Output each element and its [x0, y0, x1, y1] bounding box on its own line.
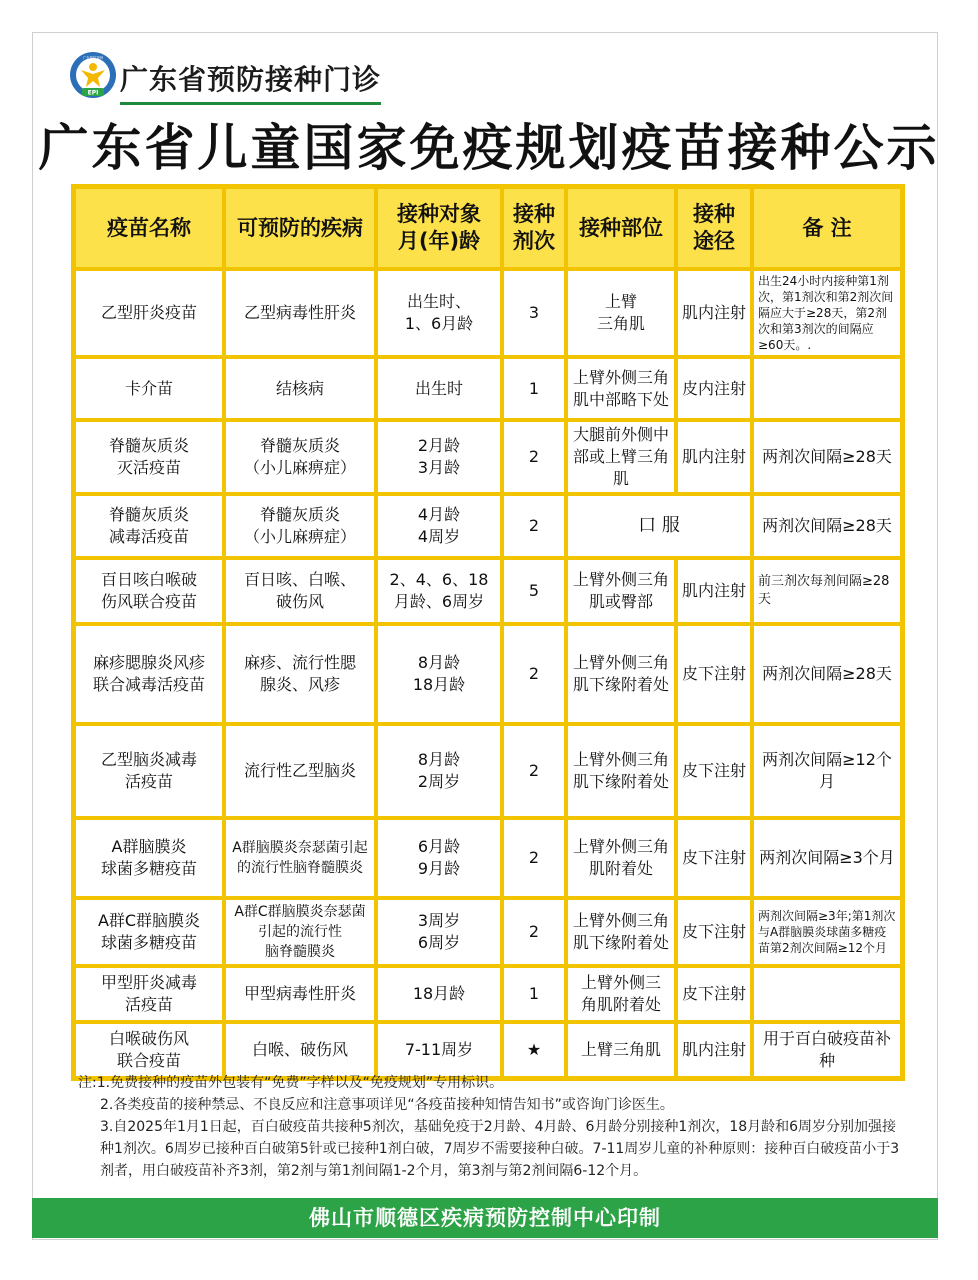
header-target-age: 接种对象 月(年)龄	[376, 187, 502, 269]
cell-disease: 白喉、破伤风	[224, 1022, 376, 1078]
logo-abbr: EPI	[87, 89, 99, 97]
cell-vaccine-name: 乙型肝炎疫苗	[74, 269, 224, 357]
cell-doses: 3	[502, 269, 566, 357]
header-doses: 接种 剂次	[502, 187, 566, 269]
cell-doses: 1	[502, 966, 566, 1022]
cell-remarks: 两剂次间隔≥3个月	[752, 818, 902, 898]
cell-doses: 2	[502, 898, 566, 966]
cell-vaccine-name: 甲型肝炎减毒 活疫苗	[74, 966, 224, 1022]
cell-vaccine-name: 脊髓灰质炎 减毒活疫苗	[74, 494, 224, 558]
table-row	[74, 818, 902, 898]
header-site: 接种部位	[566, 187, 676, 269]
cell-site: 上臂外侧三 角肌附着处	[566, 966, 676, 1022]
cell-disease: 脊髓灰质炎 （小儿麻痹症）	[224, 420, 376, 494]
cell-disease: 甲型病毒性肝炎	[224, 966, 376, 1022]
cell-disease: A群C群脑膜炎奈瑟菌 引起的流行性 脑脊髓膜炎	[224, 898, 376, 966]
cell-target-age: 出生时	[376, 357, 502, 420]
cell-doses: 2	[502, 494, 566, 558]
cell-target-age: 4月龄 4周岁	[376, 494, 502, 558]
cell-doses: 2	[502, 624, 566, 724]
table-row	[74, 558, 902, 624]
cell-target-age: 8月龄 18月龄	[376, 624, 502, 724]
table-row	[74, 724, 902, 818]
cell-target-age: 3周岁 6周岁	[376, 898, 502, 966]
cell-remarks: 前三剂次每剂间隔≥28天	[752, 558, 902, 624]
cell-remarks: 两剂次间隔≥28天	[752, 624, 902, 724]
cell-site-route-oral: 口 服	[566, 494, 752, 558]
cell-vaccine-name: A群脑膜炎 球菌多糖疫苗	[74, 818, 224, 898]
cell-target-age: 6月龄 9月龄	[376, 818, 502, 898]
cell-remarks	[752, 357, 902, 420]
note-1: 注:1.免费接种的疫苗外包装有“免费”字样以及“免疫规划”专用标识。	[78, 1075, 504, 1091]
table-row	[74, 898, 902, 966]
cell-vaccine-name: 麻疹腮腺炎风疹 联合减毒活疫苗	[74, 624, 224, 724]
cell-target-age: 18月龄	[376, 966, 502, 1022]
cell-site: 上臂外侧三角 肌下缘附着处	[566, 898, 676, 966]
table-row	[74, 966, 902, 1022]
page-title: 广东省儿童国家免疫规划疫苗接种公示	[38, 118, 940, 177]
cell-route: 皮下注射	[676, 724, 752, 818]
cell-target-age: 8月龄 2周岁	[376, 724, 502, 818]
note-3: 3.自2025年1月1日起，百白破疫苗共接种5剂次，基础免疫于2月龄、4月龄、6月龄分别接种1剂次，18月龄和6周岁分别加强接种1剂次。6周岁已接种百白破第5针或已接种1剂白破，7周岁不需要接种白破。7-11周岁儿童的补种原则：接种百白破疫苗小于3剂者，用白破疫苗补齐3剂，第2剂与第1剂间隔1-2个月，第3剂与第2剂间隔6-12个月。	[100, 1119, 900, 1179]
header-remarks: 备 注	[752, 187, 902, 269]
cell-remarks: 两剂次间隔≥28天	[752, 494, 902, 558]
cell-doses: 2	[502, 818, 566, 898]
clinic-name: 广东省预防接种门诊	[120, 58, 381, 105]
cell-site: 上臂外侧三角 肌中部略下处	[566, 357, 676, 420]
cell-vaccine-name: 白喉破伤风 联合疫苗	[74, 1022, 224, 1078]
cell-site: 上臂三角肌	[566, 1022, 676, 1078]
cell-target-age: 出生时、 1、6月龄	[376, 269, 502, 357]
cell-route: 皮下注射	[676, 624, 752, 724]
cell-disease: 麻疹、流行性腮 腺炎、风疹	[224, 624, 376, 724]
cell-remarks	[752, 966, 902, 1022]
note-2: 2.各类疫苗的接种禁忌、不良反应和注意事项详见“各疫苗接种知情告知书”或咨询门诊医生。	[100, 1097, 674, 1113]
table-row	[74, 1022, 902, 1078]
cell-vaccine-name: 脊髓灰质炎 灭活疫苗	[74, 420, 224, 494]
cell-route: 肌内注射	[676, 269, 752, 357]
vaccine-table	[71, 184, 905, 1081]
cell-vaccine-name: A群C群脑膜炎 球菌多糖疫苗	[74, 898, 224, 966]
cell-doses: 5	[502, 558, 566, 624]
cell-target-age: 2、4、6、18 月龄、6周岁	[376, 558, 502, 624]
table-row	[74, 420, 902, 494]
cell-route: 肌内注射	[676, 1022, 752, 1078]
cell-vaccine-name: 乙型脑炎减毒 活疫苗	[74, 724, 224, 818]
cell-route: 皮下注射	[676, 818, 752, 898]
table-row	[74, 624, 902, 724]
cell-site: 上臂外侧三角 肌下缘附着处	[566, 624, 676, 724]
cell-route: 皮下注射	[676, 898, 752, 966]
cell-remarks: 两剂次间隔≥3年;第1剂次与A群脑膜炎球菌多糖疫苗第2剂次间隔≥12个月	[752, 898, 902, 966]
cell-site: 大腿前外侧中 部或上臂三角肌	[566, 420, 676, 494]
header-vaccine-name: 疫苗名称	[74, 187, 224, 269]
cell-doses: 2	[502, 724, 566, 818]
cell-remarks: 出生24小时内接种第1剂次，第1剂次和第2剂次间隔应大于≥28天，第2剂次和第3剂次的间隔应≥60天。.	[752, 269, 902, 357]
cell-site: 上臂 三角肌	[566, 269, 676, 357]
cell-route: 皮内注射	[676, 357, 752, 420]
footer-banner: 佛山市顺德区疾病预防控制中心印制	[32, 1198, 938, 1238]
cell-site: 上臂外侧三角 肌或臀部	[566, 558, 676, 624]
cell-target-age: 2月龄 3月龄	[376, 420, 502, 494]
table-row	[74, 357, 902, 420]
cell-target-age: 7-11周岁	[376, 1022, 502, 1078]
cell-doses: 1	[502, 357, 566, 420]
cell-doses: ★	[502, 1022, 566, 1078]
table-row	[74, 494, 902, 558]
cell-vaccine-name: 百日咳白喉破 伤风联合疫苗	[74, 558, 224, 624]
cell-route: 肌内注射	[676, 420, 752, 494]
table-header-row	[74, 187, 902, 269]
cell-disease: 乙型病毒性肝炎	[224, 269, 376, 357]
cell-remarks: 用于百白破疫苗补种	[752, 1022, 902, 1078]
cell-route: 肌内注射	[676, 558, 752, 624]
cell-doses: 2	[502, 420, 566, 494]
cell-vaccine-name: 卡介苗	[74, 357, 224, 420]
cell-disease: A群脑膜炎奈瑟菌引起 的流行性脑脊髓膜炎	[224, 818, 376, 898]
cell-site: 上臂外侧三角 肌下缘附着处	[566, 724, 676, 818]
cell-disease: 百日咳、白喉、 破伤风	[224, 558, 376, 624]
header-disease: 可预防的疾病	[224, 187, 376, 269]
cell-remarks: 两剂次间隔≥28天	[752, 420, 902, 494]
cell-route: 皮下注射	[676, 966, 752, 1022]
table-row	[74, 269, 902, 357]
cell-disease: 流行性乙型脑炎	[224, 724, 376, 818]
cell-remarks: 两剂次间隔≥12个月	[752, 724, 902, 818]
cell-site: 上臂外侧三角 肌附着处	[566, 818, 676, 898]
header-route: 接种 途径	[676, 187, 752, 269]
notes-section	[78, 1072, 908, 1182]
cell-disease: 结核病	[224, 357, 376, 420]
cell-disease: 脊髓灰质炎 （小儿麻痹症）	[224, 494, 376, 558]
logo-ring-text: 广东预防接种	[82, 56, 104, 60]
epi-logo	[68, 50, 118, 100]
